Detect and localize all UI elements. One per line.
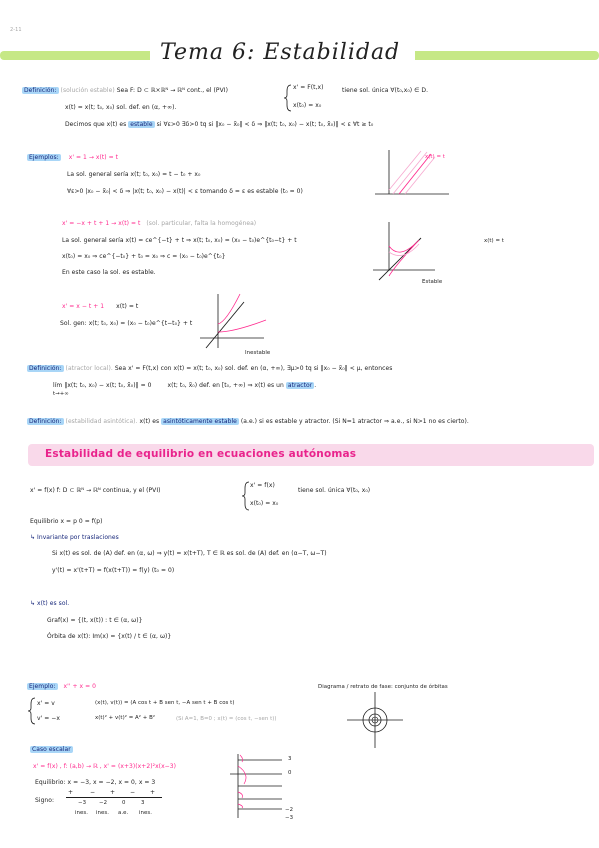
- phase-portrait-diagram: [345, 690, 405, 750]
- scalar-case-label: Caso escalar: [32, 746, 71, 753]
- graph-example-3: [200, 294, 270, 352]
- phase-diagram-label: Diagrama / retrato de fase: conjunto de órbitas: [318, 684, 448, 690]
- autonomous-pvi-2: x(t₀) = x₀: [250, 500, 279, 507]
- example-4-label: Ejemplo:: [29, 683, 56, 690]
- scalar-equation: x' = f(x) , f: (a,b) → ℝ , x' = (x+3)(x+2)²x(x−3): [33, 763, 177, 770]
- definition-2-note: (atractor local).: [65, 365, 113, 372]
- y-level-3: −3: [285, 815, 294, 821]
- point-3: 3: [141, 800, 145, 806]
- sign-2: +: [110, 789, 116, 796]
- point-2: 0: [122, 800, 126, 806]
- atractor-text: x(t; t₀, x̃₀) def. en [t₀, +∞) ⇒ x(t) es un: [167, 382, 284, 389]
- page-number: 2-11: [10, 27, 22, 33]
- definition-3-note: (estabilidad asintótica).: [65, 418, 138, 425]
- definition-3-text-a: x(t) es: [139, 418, 160, 425]
- equilibrium-line: Equilibrio x = p 0 = f(p): [30, 518, 103, 525]
- example-2-equation: x' = −x + t + 1 → x(t) = t: [62, 220, 141, 227]
- sign-1: −: [90, 789, 96, 796]
- system-eq-1: x' = v: [37, 700, 55, 707]
- solution-heading: ↳ x(t) es sol.: [30, 600, 70, 607]
- y-level-2: −2: [285, 807, 294, 813]
- example-1-equation: x' = 1 → x(t) = t: [68, 154, 119, 161]
- definition-atractor: [27, 365, 392, 372]
- brace-icon: [242, 481, 250, 511]
- stable-text-a: Decimos que x(t) es: [65, 121, 127, 128]
- sign-0: +: [68, 789, 74, 796]
- brace-icon: [284, 84, 292, 112]
- limit-subscript: t→+∞: [53, 391, 69, 397]
- example-4-equation: x'' + x = 0: [63, 683, 96, 690]
- translation-invariant: ↳ Invariante por traslaciones: [30, 534, 119, 541]
- definition-2-text: Sea x' = F(t,x) con x(t) = x(t; t₀, x₀) sol. def. en (α, +∞), ∃μ>0 tq si ‖x₀ − x̃₀‖ < μ, entonces: [114, 365, 393, 372]
- system-circle: x(t)² + v(t)² = A² + B²: [95, 715, 156, 721]
- sign-3: −: [130, 789, 136, 796]
- sign-table: [66, 789, 166, 829]
- example-3-general: Sol. gen: x(t; t₀, x₀) = (x₀ − t₀)e^{t−t₀} + t: [60, 320, 193, 327]
- example-3-solution: x(t) = t: [116, 303, 139, 310]
- sign-label: Signo:: [35, 797, 55, 804]
- orbit-definition: Órbita de x(t): Im(x) = {x(t) / t ∈ (α, ω)}: [47, 633, 172, 640]
- stable-text-b: si ∀ε>0 ∃δ>0 tq si ‖x₀ − x̃₀‖ < δ ⇒ ‖x(t; t₀, x₀) − x(t; t₀, x̃₀)‖ < ε ∀t ≥ t₀: [156, 121, 374, 128]
- example-2-general: La sol. general sería x(t) = ce^{−t} + t ⇒ x(t; t₀, x₀) = (x₀ − t₀)e^{t₀−t} + t: [62, 237, 297, 244]
- graph-example-2: [373, 222, 443, 282]
- kind-3: ines.: [139, 810, 153, 816]
- atractor-keyword: atractor: [287, 382, 313, 389]
- system-solution: (x(t), v(t)) = (A cos t + B sen t, −A sen t + B cos t): [95, 700, 235, 706]
- definition-3-text-b: (a.e.) si es estable y atractor. (Si N=1 atractor ⇒ a.e., si N>1 no es cierto).: [240, 418, 469, 425]
- brace-icon: [28, 697, 36, 725]
- kind-0: ines.: [75, 810, 89, 816]
- definition-asintotica: [27, 418, 469, 425]
- scalar-case-heading: [30, 746, 73, 753]
- definition-text: Sea F: D ⊂ ℝ×ℝᴺ → ℝᴺ cont., el (PVI): [116, 87, 228, 94]
- atractor-period: .: [314, 382, 317, 389]
- y-level-0: 3: [288, 756, 292, 762]
- example-1-proof: ∀ε>0 |x₀ − x̃₀| < δ ⇒ |x(t; t₀, x₀) − x(t)| < ε tomando δ = ε es estable (t₀ = 0): [67, 188, 303, 195]
- example-3-equation-line: [62, 303, 138, 310]
- definition-solution: x(t) = x(t; t₀, x₀) sol. def. en (α, +∞).: [65, 104, 177, 111]
- translation-proof: y'(t) = x'(t+T) = f(x(t+T)) = f(y) (t₀ = 0): [52, 567, 175, 574]
- definition-3-label: Definición:: [29, 418, 62, 425]
- sign-4: +: [150, 789, 156, 796]
- translation-statement: Si x(t) es sol. de (A) def. en (α, ω) ⇒ y(t) = x(t+T), T ∈ ℝ es sol. de (A) def. en (α−T, ω−T): [52, 550, 327, 557]
- example-2-conclusion: En este caso la sol. es estable.: [62, 269, 156, 276]
- sign-axis: [66, 797, 162, 798]
- asintotica-keyword: asintóticamente estable: [163, 418, 237, 425]
- graph-definition: Graf(x) = {(t, x(t)) : t ∈ (α, ω)}: [47, 617, 143, 624]
- point-0: −3: [78, 800, 87, 806]
- example-3-equation: x' = x − t + 1: [62, 303, 105, 310]
- definition-note: (solución estable): [60, 87, 115, 94]
- definition-stable-line: [65, 121, 373, 128]
- graph-2-label: x(t) = t: [484, 238, 504, 244]
- example-2-equation-line: [62, 220, 256, 227]
- section-title: Estabilidad de equilibrio en ecuaciones autónomas: [45, 448, 357, 460]
- pvi-eq-1: x' = F(t,x): [293, 84, 324, 91]
- definition-label: Definición:: [24, 87, 57, 94]
- graph-2-tag: Estable: [422, 279, 443, 285]
- example-1: [27, 154, 118, 161]
- page-title: Tema 6: Estabilidad: [160, 40, 401, 65]
- system-circle-note: (Si A=1, B=0 ; x(t) = (cos t, −sen t)): [176, 716, 277, 722]
- definition-estable: [22, 87, 228, 94]
- system-eq-2: v' = −x: [37, 715, 60, 722]
- point-1: −2: [99, 800, 108, 806]
- example-2-constant: x(t₀) = x₀ ⇒ ce^{−t₀} + t₀ = x₀ ⇒ c = (x₀ − t₀)e^{t₀}: [62, 253, 226, 260]
- graph-1-label: x(t) = t: [425, 154, 445, 160]
- examples-label: Ejemplos:: [29, 154, 59, 161]
- graph-3-tag: Inestable: [245, 350, 271, 356]
- definition-2-limit: [53, 382, 316, 389]
- limit-expression: lím ‖x(t; t₀, x₀) − x(t; t₀, x̃₀)‖ = 0: [53, 382, 152, 389]
- example-2-note: (sol. particular, falta la homogénea): [146, 220, 257, 227]
- pvi-condition: tiene sol. única ∀(t₀,x₀) ∈ D.: [342, 87, 429, 94]
- scalar-equilibria: Equilibrio: x = −3, x = −2, x = 0, x = 3: [35, 779, 156, 786]
- y-level-1: 0: [288, 770, 292, 776]
- kind-1: ines.: [96, 810, 110, 816]
- kind-2: a.e.: [118, 810, 129, 816]
- example-4: [27, 683, 96, 690]
- example-1-general: La sol. general sería x(t; t₀, x₀) = t − t₀ + x₀: [67, 171, 201, 178]
- autonomous-condition: tiene sol. única ∀(t₀, x₀): [298, 487, 371, 494]
- autonomous-pvi-1: x' = f(x): [250, 482, 275, 489]
- definition-2-label: Definición:: [29, 365, 62, 372]
- autonomous-definition: x' = f(x) f: D ⊂ ℝᴺ → ℝᴺ continua, y el (PVI): [30, 487, 161, 494]
- pvi-eq-2: x(t₀) = x₀: [293, 102, 322, 109]
- scalar-solutions-graph: [230, 754, 290, 820]
- stable-keyword: estable: [130, 121, 153, 128]
